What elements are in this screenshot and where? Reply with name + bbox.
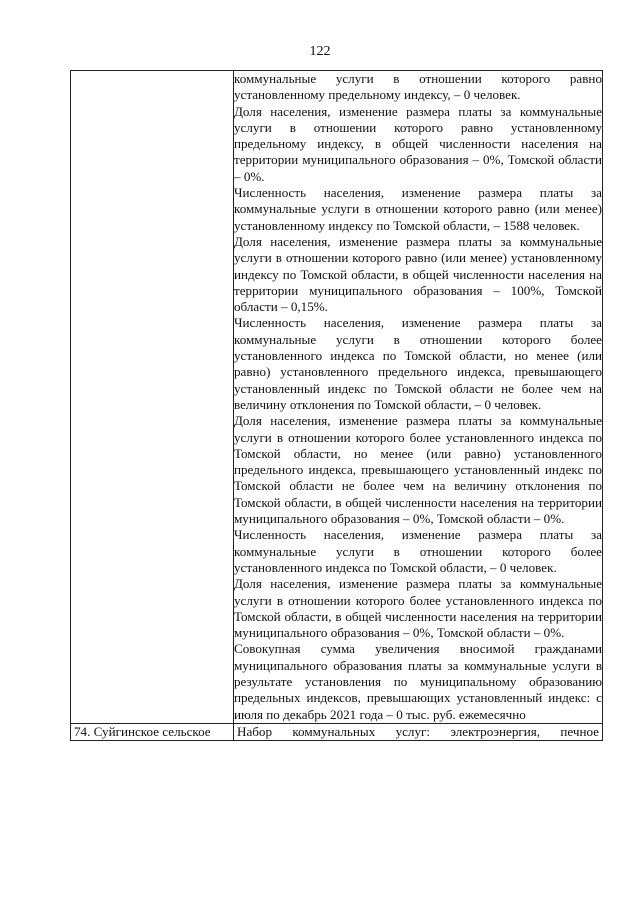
paragraph: Доля населения, изменение размера платы за коммунальные услуги в отношении которого равно (или менее) установленному индексу по Томской области, в общей численности населения на территории муниципального образования – 100%, Томской области – 0,15%. xyxy=(234,233,602,315)
paragraph: Доля населения, изменение размера платы за коммунальные услуги в отношении которого равно установленному предельному индексу, в общей численности населения на территории муниципального образования – 0%, Томской области – 0%. xyxy=(234,103,602,184)
paragraph: Численность населения, изменение размера платы за коммунальные услуги в отношении которого равно (или менее) установленному индексу по Томской области, – 1588 человек. xyxy=(234,185,602,233)
municipality-cell xyxy=(71,71,234,724)
municipality-name: 74. Суйгинское сельское xyxy=(74,723,211,739)
page-number: 122 xyxy=(309,44,331,59)
table-row xyxy=(71,71,603,724)
table-row xyxy=(71,723,603,740)
paragraph: Численность населения, изменение размера платы за коммунальные услуги в отношении которого более установленного индекса по Томской области, но менее (или равно) установленного предельного индекса, превышающего установленный индекс по Томской области не более чем на величину отклонения по Томской области, – 0 человек. xyxy=(234,315,602,412)
paragraph: коммунальные услуги в отношении которого равно установленному предельному индексу, – 0 человек. xyxy=(234,71,602,103)
paragraph: Доля населения, изменение размера платы за коммунальные услуги в отношении которого более установленного индекса по Томской области, но менее (или равно) установленного предельного индекса, превышающего установленный индекс по Томской области не более чем на величину отклонения по Томской области, в общей численности населения на территории муниципального образования – 0%, Томской области – 0%. xyxy=(234,413,602,527)
data-table xyxy=(70,70,603,741)
indicators-cell xyxy=(234,723,603,740)
services-text: Набор коммунальных услуг: электроэнергия, печное xyxy=(237,723,599,739)
paragraph: Совокупная сумма увеличения вносимой гражданами муниципального образования платы за коммунальные услуги в результате установления по муниципальному образованию предельных индексов, превышающих установленный индекс: с июля по декабрь 2021 года – 0 тыс. руб. ежемесячно xyxy=(234,641,602,722)
paragraph: Доля населения, изменение размера платы за коммунальные услуги в отношении которого более установленного индекса по Томской области, в общей численности населения на территории муниципального образования – 0%, Томской области – 0%. xyxy=(234,576,602,641)
indicators-cell xyxy=(234,71,603,724)
municipality-cell xyxy=(71,723,234,740)
paragraph: Численность населения, изменение размера платы за коммунальные услуги в отношении которого более установленного индекса по Томской области, – 0 человек. xyxy=(234,527,602,575)
